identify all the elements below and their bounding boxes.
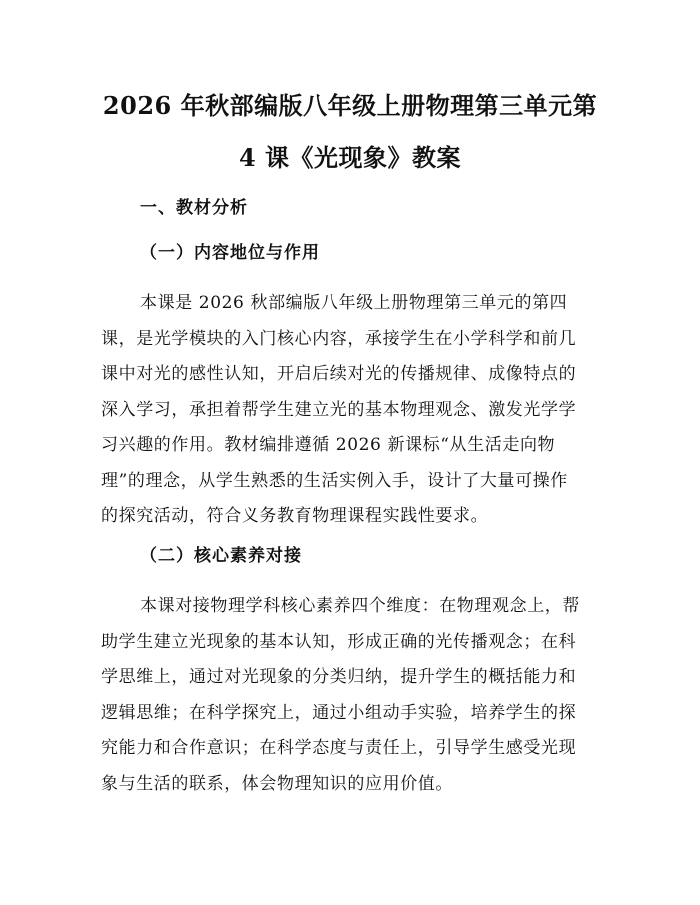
- paragraph-line: 课中对光的感性认知，开启后续对光的传播规律、成像特点的: [101, 364, 577, 384]
- paragraph-line: 学思维上，通过对光现象的分类归纳，提升学生的概括能力和: [101, 667, 577, 687]
- paragraph-line: 深入学习，承担着帮学生建立光的基本物理观念、激发光学学: [101, 399, 577, 420]
- section-heading-textbook-analysis: 一、教材分析: [140, 198, 248, 218]
- paragraph-line: 理”的理念，从学生熟悉的生活实例入手，设计了大量可操作: [101, 470, 568, 491]
- paragraph-content-role: [101, 286, 601, 535]
- paragraph-line: 的探究活动，符合义务教育物理课程实践性要求。: [101, 506, 489, 526]
- paragraph-line: 本课对接物理学科核心素养四个维度：在物理观念上，帮: [140, 596, 580, 616]
- paragraph-line: 习兴趣的作用。教材编排遵循 2026 新课标“从生活走向物: [101, 435, 556, 455]
- document-title-line-2: 4 课《光现象》教案: [238, 143, 462, 172]
- paragraph-line: 逻辑思维；在科学探究上，通过小组动手实验，培养学生的探: [101, 702, 577, 723]
- paragraph-line: 课，是光学模块的入门核心内容，承接学生在小学科学和前几: [101, 328, 577, 349]
- paragraph-core-literacy: [101, 589, 601, 802]
- subsection-heading-core-literacy: （二）核心素养对接: [140, 546, 302, 566]
- paragraph-line: 究能力和合作意识；在科学态度与责任上，引导学生感受光现: [101, 738, 577, 758]
- document-title-line-1: 2026 年秋部编版八年级上册物理第三单元第: [102, 91, 598, 120]
- paragraph-line: 象与生活的联系，体会物理知识的应用价值。: [101, 773, 453, 794]
- paragraph-line: 本课是 2026 秋部编版八年级上册物理第三单元的第四: [140, 293, 568, 313]
- subsection-heading-content-role: （一）内容地位与作用: [140, 243, 320, 263]
- paragraph-line: 助学生建立光现象的基本认知，形成正确的光传播观念；在科: [101, 631, 577, 652]
